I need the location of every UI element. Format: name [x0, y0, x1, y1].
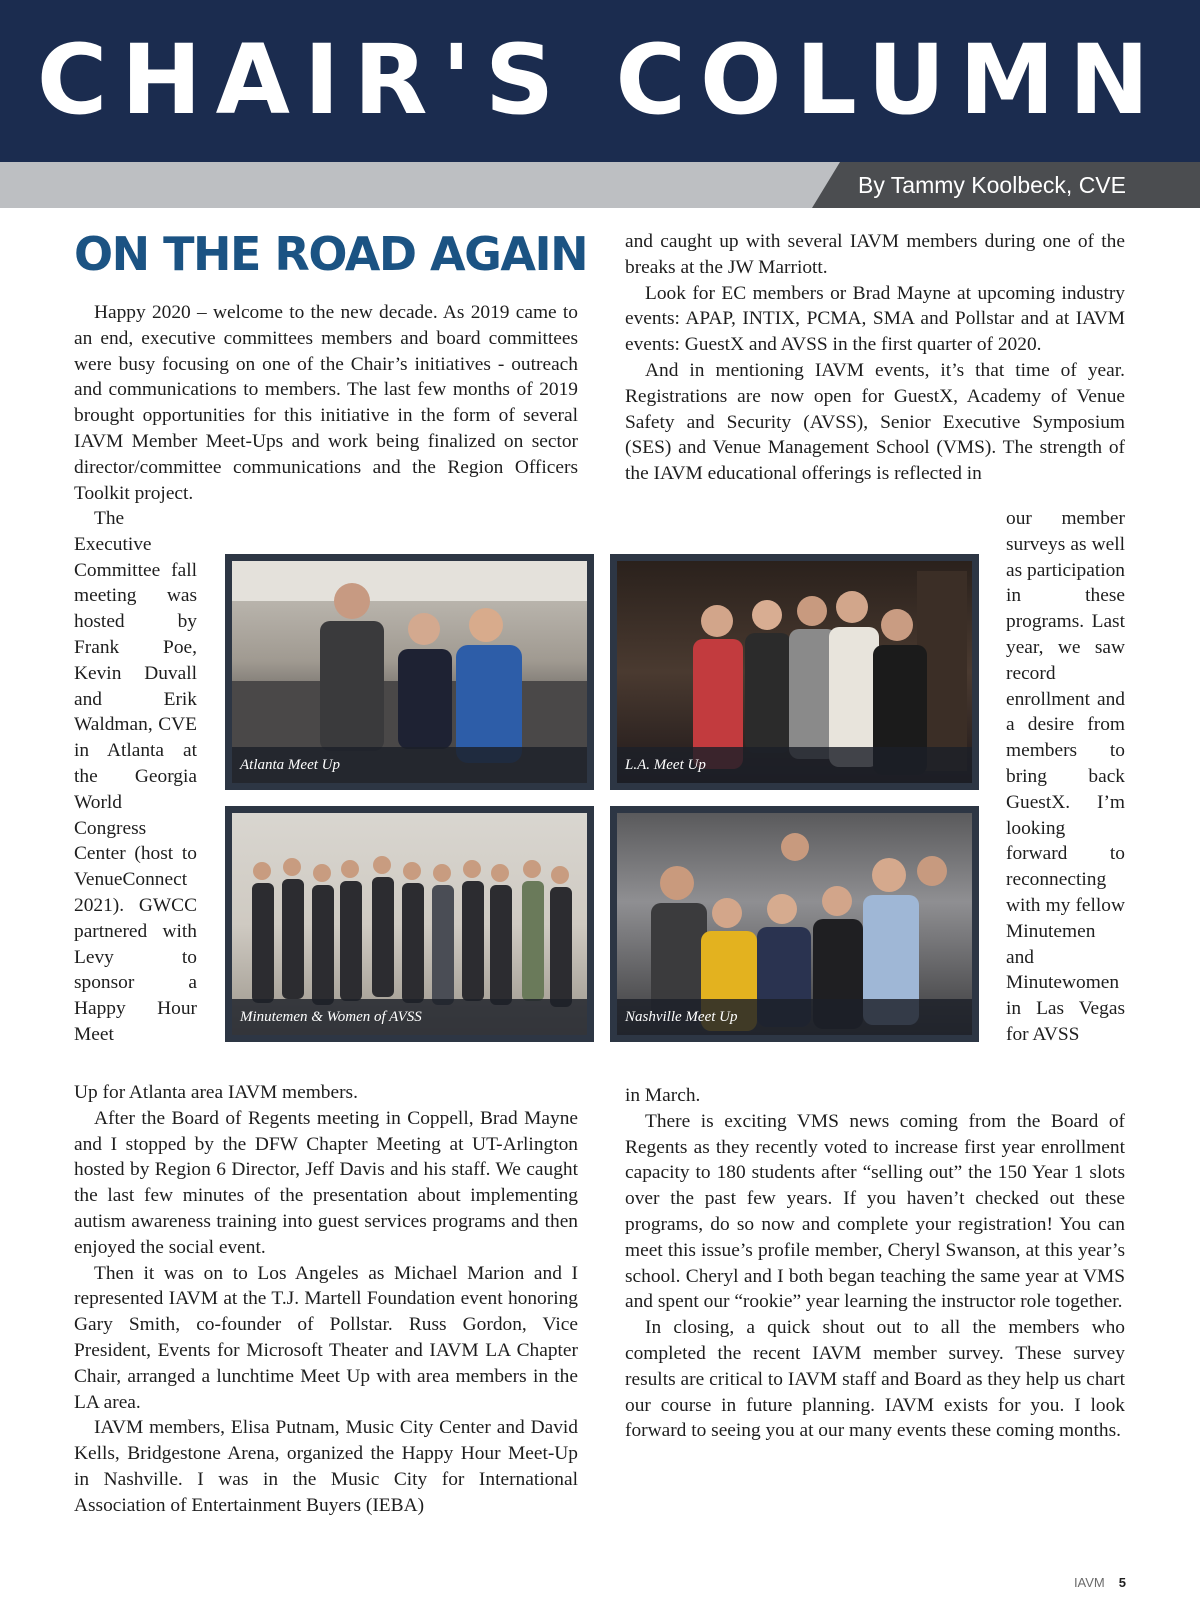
photo-atlanta-meet-up — [225, 554, 594, 790]
article-headline: ON THE ROAD AGAIN — [74, 227, 588, 281]
paragraph: And in mentioning IAVM events, it’s that time of year. Registrations are now open for GuestX, Academy of Venue Safety and Security (AVSS), Senior Executive Symposium (SES) and Venue Management School (VMS). The strength of the IAVM educational offerings is reflected in — [625, 359, 1125, 485]
right-column-continued — [625, 1083, 1125, 1444]
byline: By Tammy Koolbeck, CVE — [857, 172, 1126, 198]
page-number: 5 — [1118, 1575, 1126, 1590]
paragraph: Happy 2020 – welcome to the new decade. As 2019 came to an end, executive committees members and board committees were busy focusing on one of the Chair’s initiatives - outreach and communications to members. The last few months of 2019 brought opportunities for this initiative in the form of several IAVM Member Meet-Ups and work being finalized on sector director/committee communications and the Region Officers Toolkit project. — [74, 302, 578, 504]
publication-name: IAVM — [1073, 1575, 1105, 1590]
left-column-continued — [74, 1080, 578, 1519]
left-wrap-text — [74, 506, 197, 1048]
left-column-intro — [74, 300, 578, 506]
photo-minutemen-women-avss — [225, 806, 594, 1042]
paragraph: IAVM members, Elisa Putnam, Music City Center and David Kells, Bridgestone Arena, organized the Happy Hour Meet-Up in Nashville. I was in the Music City for International Association of Entertainment Buyers (IEBA) — [74, 1417, 578, 1516]
right-column-top — [625, 229, 1125, 487]
photo-la-meet-up — [610, 554, 979, 790]
photo-caption: Atlanta Meet Up — [232, 747, 587, 783]
paragraph: Look for EC members or Brad Mayne at upcoming industry events: APAP, INTIX, PCMA, SMA and Pollstar and at IAVM events: GuestX and AVSS in the first quarter of 2020. — [625, 282, 1125, 356]
paragraph-end: in March. — [625, 1085, 701, 1106]
paragraph: After the Board of Regents meeting in Coppell, Brad Mayne and I stopped by the DFW Chapter Meeting at UT-Arlington hosted by Region 6 Director, Jeff Davis and his staff. We caught the last few minutes of the presentation about implementing autism awareness training into guest services programs and then enjoyed the social event. — [74, 1107, 578, 1258]
paragraph: The Executive Committee fall meeting was hosted by Frank Poe, Kevin Duvall and Erik Waldman, CVE in Atlanta at the Georgia World Congress Center (host to VenueConnect 2021). GWCC partnered with Levy to sponsor a Happy Hour Meet — [74, 508, 197, 1045]
photo-caption: Nashville Meet Up — [617, 999, 972, 1035]
photo-caption: L.A. Meet Up — [617, 747, 972, 783]
right-wrap-text — [1006, 506, 1125, 1048]
paragraph: our member surveys as well as participation in these programs. Last year, we saw record enrollment and a desire from members to bring back GuestX. I’m looking forward to reconnecting with my fellow Minutemen and Minutewomen in Las Vegas for AVSS — [1006, 508, 1125, 1045]
paragraph: In closing, a quick shout out to all the members who completed the recent IAVM member survey. These survey results are critical to IAVM staff and Board as they help us chart our course in future planning. IAVM exists for you. I look forward to seeing you at our many events these coming months. — [625, 1317, 1125, 1442]
photo-nashville-meet-up — [610, 806, 979, 1042]
page-footer — [1074, 1575, 1126, 1590]
page-title: CHAIR'S COLUMN — [36, 24, 1164, 136]
paragraph-continued: and caught up with several IAVM members during one of the breaks at the JW Marriott. — [625, 231, 1125, 278]
paragraph: Then it was on to Los Angeles as Michael Marion and I represented IAVM at the T.J. Martell Foundation event honoring Gary Smith, co-founder of Pollstar. Russ Gordon, Vice President, Events for Microsoft Theater and IAVM LA Chapter Chair, arranged a lunchtime Meet Up with area members in the LA area. — [74, 1262, 578, 1413]
paragraph: There is exciting VMS news coming from the Board of Regents as they recently voted to increase first year enrollment capacity to 180 students after “selling out” the 150 Year 1 slots over the past few years. If you haven’t checked out these programs, do so now and complete your registration! You can meet this issue’s profile member, Cheryl Swanson, at this year’s school. Cheryl and I both began teaching the same year at VMS and spent our “rookie” year learning the instructor role together. — [625, 1110, 1125, 1313]
photo-caption: Minutemen & Women of AVSS — [232, 999, 587, 1035]
paragraph-end: Up for Atlanta area IAVM members. — [74, 1082, 358, 1103]
